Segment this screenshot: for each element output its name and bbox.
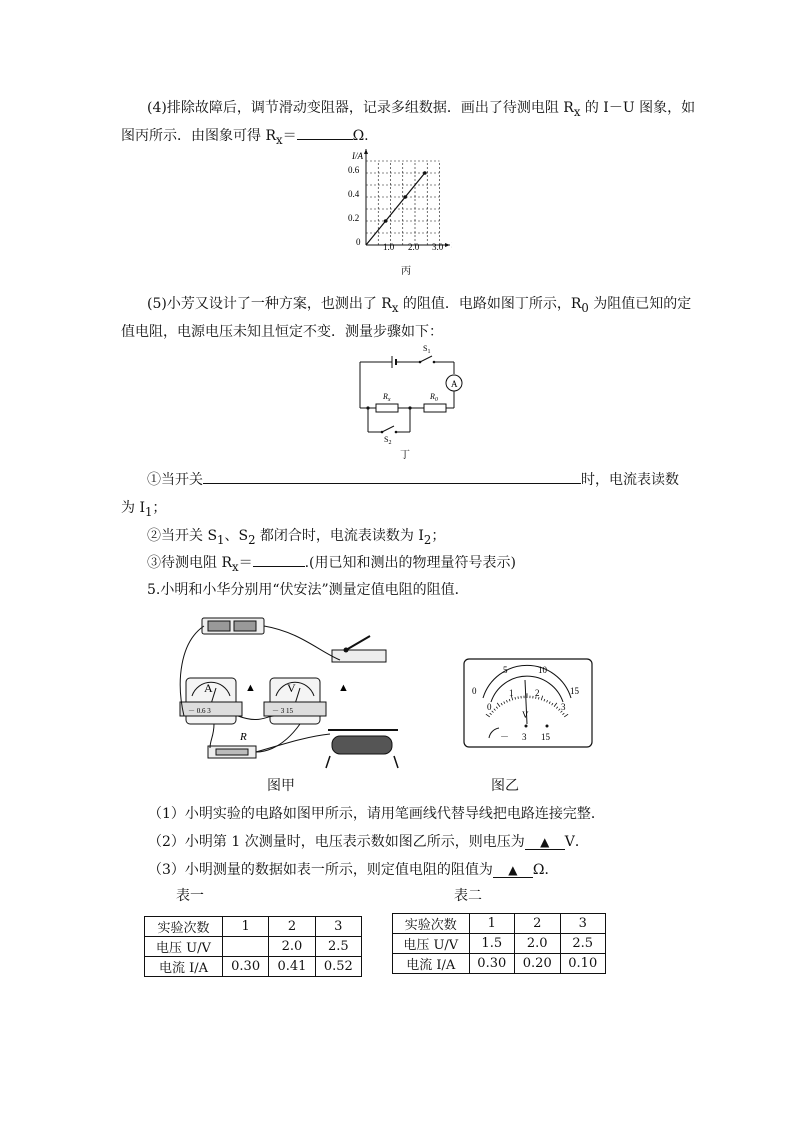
answer-blank-resistance[interactable]: ▲ [493, 863, 533, 878]
inner-scale-label: 1 [509, 688, 514, 698]
table-row: 实验次数 1 2 3 [145, 917, 362, 937]
knife-switch [332, 650, 386, 662]
table1-title: 表一 [176, 888, 204, 904]
question-2: （2）小明第 1 次测量时，电压表示数如图乙所示，则电压为 ▲ V． [148, 834, 589, 850]
ammeter-device-label: A [204, 681, 213, 695]
unit-label: V [522, 710, 529, 720]
table-row: 电压 U/V 1.5 2.0 2.5 [393, 934, 606, 954]
terminal-3: 3 [522, 732, 527, 742]
table-row: 电流 I/A 0.30 0.20 0.10 [393, 954, 606, 974]
resistor-rx [376, 404, 398, 412]
circuit-ding [352, 340, 464, 464]
data-point [384, 219, 388, 223]
outer-scale-label: 10 [538, 665, 547, 675]
circuit-caption: 丁 [400, 450, 410, 461]
answer-blank-rx-formula[interactable] [253, 552, 305, 567]
resistor-r0 [424, 404, 446, 412]
rheostat [332, 736, 392, 754]
y-tick-label: 0.6 [348, 165, 360, 175]
voltmeter-terminals: － 3 15 [272, 707, 293, 715]
inner-scale-label: 2 [535, 688, 540, 698]
inner-scale-label: 3 [561, 702, 566, 712]
rx-label: $R_x$ [383, 392, 391, 403]
q5sub-line1: (5)小芳又设计了一种方案，也测出了 $R_x$ 的阻值．电路如图丁所示，$R_0$ 为阻值已知的定 [147, 296, 692, 315]
terminal-15: 15 [541, 732, 550, 742]
y-tick-label: 0.4 [348, 189, 360, 199]
x-axis-arrow [445, 243, 450, 247]
resistor-label: R [240, 731, 247, 743]
q5sub-line2: 值电阻，电源电压未知且恒定不变．测量步骤如下： [121, 324, 443, 340]
step1-line2: 为 $I_1$； [121, 500, 167, 519]
voltmeter-device-label: V [287, 681, 296, 695]
data-point [403, 195, 407, 199]
x-tick-label: 2.0 [408, 242, 420, 252]
table-1 [144, 916, 362, 977]
x-axis-label [451, 241, 452, 251]
figure-yi-caption: 图乙 [491, 778, 519, 794]
table-row: 实验次数 1 2 3 [393, 914, 606, 934]
graph-bing [342, 143, 452, 283]
table2-title: 表二 [454, 888, 482, 904]
y-axis-arrow [364, 149, 368, 154]
table-row: 电压 U/V 2.0 2.5 [145, 937, 362, 957]
y-axis-label: I/A [352, 151, 363, 161]
figure-yi [463, 658, 595, 750]
x-tick-label: 3.0 [432, 242, 444, 252]
figure-jia [170, 612, 414, 770]
marker-a: ▲ [245, 682, 256, 694]
switch-s1 [420, 356, 432, 362]
q4-line2: 图丙所示．由图象可得 $R_x= \Omega$. [121, 125, 369, 147]
outer-scale-label: 5 [503, 665, 508, 675]
question-3: （3）小明测量的数据如表一所示，则定值电阻的阻值为 ▲ Ω． [148, 862, 559, 878]
inner-scale-label: 0 [487, 702, 492, 712]
step3-line: ③待测电阻 $R_x=$ .(用已知和测出的物理量符号表示) [147, 552, 516, 574]
step2-line: ②当开关 $S_1$、$S_2$ 都闭合时，电流表读数为 $I_2$； [147, 528, 446, 547]
step1-line1: ①当开关 时，电流表读数 [147, 469, 679, 489]
r0-label: $R_0$ [430, 392, 438, 403]
marker-v: ▲ [338, 682, 349, 694]
figure-jia-caption-text: 图甲 [267, 778, 295, 794]
table-row: 电流 I/A 0.30 0.41 0.52 [145, 957, 362, 977]
s1-label: $S_1$ [423, 344, 431, 355]
data-point [423, 171, 427, 175]
y-tick-label: 0.2 [348, 213, 360, 223]
q4-line1: (4)排除故障后，调节滑动变阻器，记录多组数据．画出了待测电阻 $R_x$ 的 I－U 图象，如 [147, 100, 696, 119]
switch-s2 [382, 426, 394, 432]
q5-title: 5.小明和小华分别用“伏安法”测量定值电阻的阻值． [147, 582, 469, 598]
voltmeter-dial-frame [464, 659, 592, 747]
ammeter-label: A [451, 379, 458, 389]
outer-scale-label: 15 [570, 686, 579, 696]
answer-blank-voltage[interactable]: ▲ [525, 835, 565, 850]
outer-scale-label: 0 [472, 686, 477, 696]
x-tick-label: 1.0 [383, 242, 395, 252]
table-2 [392, 913, 606, 974]
ammeter-terminals: － 0.6 3 [188, 707, 211, 715]
answer-blank-switch[interactable] [203, 469, 581, 484]
origin-label: 0 [356, 237, 361, 247]
s2-label: $S_2$ [384, 435, 392, 446]
answer-blank-rx[interactable] [297, 125, 353, 140]
terminal-minus: － [500, 732, 510, 742]
graph-caption: 丙 [401, 266, 411, 277]
graph-data [366, 171, 427, 245]
question-1: （1）小明实验的电路如图甲所示，请用笔画线代替导线把电路连接完整． [148, 806, 605, 822]
